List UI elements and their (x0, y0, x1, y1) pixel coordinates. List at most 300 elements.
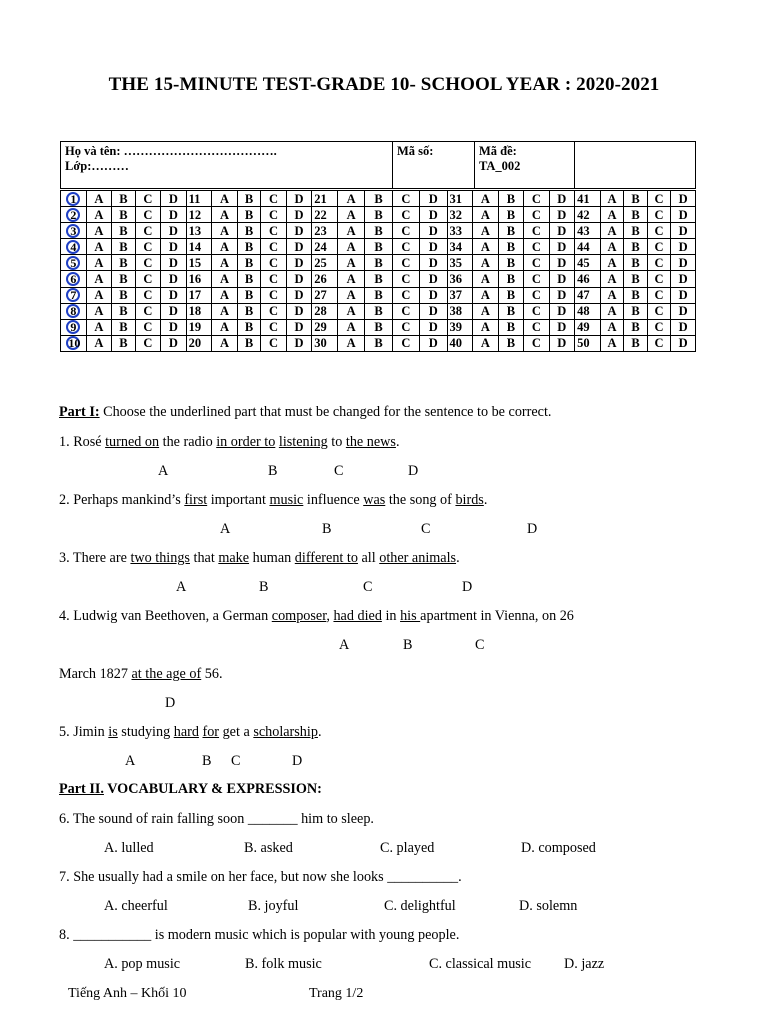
answer-option-a[interactable]: A (86, 287, 111, 303)
answer-option-d[interactable]: D (420, 287, 447, 303)
student-id-label: Mã số: (397, 144, 434, 158)
answer-option-a[interactable]: A (337, 303, 364, 319)
answer-option-d[interactable]: D (549, 319, 574, 335)
answer-option-d[interactable]: D (671, 223, 696, 239)
answer-option-c[interactable]: C (135, 239, 160, 255)
answer-option-b[interactable]: B (237, 303, 261, 319)
answer-option-a[interactable]: A (473, 191, 498, 207)
q3-underline-a: two things (130, 550, 190, 566)
answer-option-a[interactable]: A (86, 239, 111, 255)
q2-letter-a: A (220, 521, 231, 537)
answer-option-c[interactable]: C (392, 255, 419, 271)
answer-option-c[interactable]: C (647, 223, 671, 239)
answer-option-c[interactable]: C (524, 239, 549, 255)
question-number-cell: 33 (447, 223, 473, 239)
answer-option-b[interactable]: B (112, 223, 136, 239)
question-number-cell (61, 255, 87, 271)
answer-option-c[interactable]: C (647, 319, 671, 335)
answer-option-c[interactable]: C (524, 255, 549, 271)
answer-row (61, 191, 696, 207)
answer-option-c[interactable]: C (524, 335, 549, 351)
q5-text: get a (219, 724, 254, 740)
test-code-cell (475, 142, 575, 189)
answer-option-a[interactable]: A (212, 207, 237, 223)
answer-option-d[interactable]: D (420, 335, 447, 351)
answer-option-b[interactable]: B (237, 207, 261, 223)
answer-option-c[interactable]: C (524, 191, 549, 207)
answer-option-a[interactable]: A (473, 303, 498, 319)
answer-option-d[interactable]: D (671, 271, 696, 287)
answer-option-d[interactable]: D (420, 223, 447, 239)
answer-option-c[interactable]: C (524, 319, 549, 335)
answer-option-d[interactable]: D (671, 303, 696, 319)
answer-option-b[interactable]: B (498, 271, 523, 287)
answer-option-a[interactable]: A (600, 239, 624, 255)
answer-option-c[interactable]: C (647, 207, 671, 223)
answer-option-d[interactable]: D (420, 207, 447, 223)
answer-option-d[interactable]: D (286, 239, 311, 255)
q4-letter-a: A (339, 637, 350, 653)
answer-option-a[interactable]: A (212, 303, 237, 319)
answer-option-a[interactable]: A (473, 207, 498, 223)
q4-text: 4. Ludwig van Beethoven, a German (59, 608, 272, 624)
answer-option-c[interactable]: C (135, 287, 160, 303)
question-number-cell (61, 191, 87, 207)
answer-option-b[interactable]: B (624, 335, 648, 351)
answer-option-b[interactable]: B (498, 207, 523, 223)
answer-option-a[interactable]: A (337, 239, 364, 255)
answer-option-d[interactable]: D (161, 319, 186, 335)
q2-letter-c: C (421, 521, 431, 537)
question-8: 8. ___________ is modern music which is popular with young people. (59, 927, 460, 943)
question-number-cell: 25 (312, 255, 338, 271)
answer-option-b[interactable]: B (498, 223, 523, 239)
answer-option-d[interactable]: D (549, 287, 574, 303)
answer-option-c[interactable]: C (261, 335, 286, 351)
answer-option-c[interactable]: C (135, 191, 160, 207)
answer-option-a[interactable]: A (337, 335, 364, 351)
answer-option-c[interactable]: C (647, 287, 671, 303)
answer-option-c[interactable]: C (392, 207, 419, 223)
answer-option-c[interactable]: C (135, 319, 160, 335)
answer-option-a[interactable]: A (86, 223, 111, 239)
answer-option-d[interactable]: D (286, 191, 311, 207)
answer-option-d[interactable]: D (286, 303, 311, 319)
question-number-cell: 16 (186, 271, 212, 287)
q4-text: , (326, 608, 334, 624)
answer-option-a[interactable]: A (337, 207, 364, 223)
answer-option-d[interactable]: D (549, 207, 574, 223)
answer-option-b[interactable]: B (624, 271, 648, 287)
answer-option-d[interactable]: D (161, 287, 186, 303)
question-number-cell: 44 (575, 239, 601, 255)
question-number-cell: 31 (447, 191, 473, 207)
answer-option-a[interactable]: A (86, 255, 111, 271)
answer-option-c[interactable]: C (135, 207, 160, 223)
answer-option-c[interactable]: C (647, 335, 671, 351)
answer-option-d[interactable]: D (161, 223, 186, 239)
answer-option-c[interactable]: C (647, 239, 671, 255)
answer-row (61, 335, 696, 351)
answer-option-b[interactable]: B (498, 255, 523, 271)
part1-instruction: Choose the underlined part that must be changed for the sentence to be correct. (99, 404, 552, 420)
question-number-cell: 37 (447, 287, 473, 303)
q3-text: all (357, 550, 380, 566)
answer-option-d[interactable]: D (549, 239, 574, 255)
answer-option-a[interactable]: A (600, 191, 624, 207)
answer-option-d[interactable]: D (420, 319, 447, 335)
question-4 (59, 608, 574, 625)
question-number-cell (61, 303, 87, 319)
test-code-label: Mã đề: (479, 144, 517, 158)
answer-option-b[interactable]: B (365, 319, 392, 335)
question-number-cell (61, 287, 87, 303)
answer-option-d[interactable]: D (549, 223, 574, 239)
answer-option-a[interactable]: A (212, 255, 237, 271)
answer-option-b[interactable]: B (624, 191, 648, 207)
answer-option-c[interactable]: C (524, 223, 549, 239)
answer-option-b[interactable]: B (498, 303, 523, 319)
answer-option-d[interactable]: D (549, 303, 574, 319)
answer-option-c[interactable]: C (261, 271, 286, 287)
answer-option-d[interactable]: D (420, 239, 447, 255)
answer-option-d[interactable]: D (161, 303, 186, 319)
answer-option-b[interactable]: B (498, 287, 523, 303)
answer-option-a[interactable]: A (337, 287, 364, 303)
answer-option-d[interactable]: D (161, 207, 186, 223)
answer-option-c[interactable]: C (135, 303, 160, 319)
q5-underline-c: for (202, 724, 220, 740)
q2-underline-d: birds (455, 492, 484, 508)
question-number-cell: 34 (447, 239, 473, 255)
answer-option-a[interactable]: A (473, 335, 498, 351)
answer-option-d[interactable]: D (671, 319, 696, 335)
circled-question-number: 5 (66, 256, 80, 270)
circled-question-number: 9 (66, 320, 80, 334)
answer-option-d[interactable]: D (420, 303, 447, 319)
answer-option-d[interactable]: D (420, 255, 447, 271)
answer-option-c[interactable]: C (392, 271, 419, 287)
answer-option-c[interactable]: C (524, 303, 549, 319)
answer-option-c[interactable]: C (524, 271, 549, 287)
question-number-cell (61, 239, 87, 255)
answer-option-d[interactable]: D (161, 239, 186, 255)
answer-option-a[interactable]: A (86, 335, 111, 351)
answer-option-b[interactable]: B (112, 303, 136, 319)
answer-option-b[interactable]: B (112, 207, 136, 223)
answer-option-a[interactable]: A (337, 255, 364, 271)
answer-option-a[interactable]: A (473, 223, 498, 239)
q3-letter-d: D (462, 579, 473, 595)
q5-letter-a: A (125, 753, 136, 769)
q1-letter-d: D (408, 463, 419, 479)
answer-option-b[interactable]: B (365, 255, 392, 271)
answer-option-a[interactable]: A (212, 239, 237, 255)
circled-question-number: 10 (68, 336, 81, 351)
answer-option-b[interactable]: B (112, 287, 136, 303)
answer-option-a[interactable]: A (473, 287, 498, 303)
footer-page-number: Trang 1/2 (309, 986, 364, 1001)
answer-option-a[interactable]: A (337, 271, 364, 287)
answer-option-b[interactable]: B (365, 191, 392, 207)
question-4-line2 (59, 666, 223, 683)
answer-option-a[interactable]: A (473, 239, 498, 255)
question-number-cell: 22 (312, 207, 338, 223)
answer-option-d[interactable]: D (420, 271, 447, 287)
answer-option-a[interactable]: A (600, 223, 624, 239)
answer-option-c[interactable]: C (261, 191, 286, 207)
question-number-cell: 32 (447, 207, 473, 223)
answer-option-d[interactable]: D (286, 255, 311, 271)
q2-underline-b: music (269, 492, 304, 508)
answer-option-c[interactable]: C (392, 335, 419, 351)
answer-option-b[interactable]: B (365, 303, 392, 319)
name-class-cell (61, 142, 393, 189)
q4-letter-d: D (165, 695, 176, 711)
answer-option-a[interactable]: A (86, 319, 111, 335)
student-id-cell (393, 142, 475, 189)
answer-option-c[interactable]: C (135, 255, 160, 271)
answer-option-d[interactable]: D (161, 271, 186, 287)
q3-letter-a: A (176, 579, 187, 595)
answer-option-d[interactable]: D (286, 319, 311, 335)
part2-title: VOCABULARY & EXPRESSION: (103, 781, 322, 797)
answer-option-d[interactable]: D (549, 191, 574, 207)
q1-text: 1. Rosé (59, 434, 106, 450)
answer-option-a[interactable]: A (212, 223, 237, 239)
answer-row (61, 207, 696, 223)
part1-label: Part I: (59, 404, 100, 420)
answer-option-c[interactable]: C (647, 255, 671, 271)
q3-underline-c: different to (294, 550, 358, 566)
question-number-cell: 14 (186, 239, 212, 255)
answer-row (61, 223, 696, 239)
q4-underline-b: had died (333, 608, 382, 624)
blank-cell (575, 142, 696, 189)
answer-option-a[interactable]: A (473, 319, 498, 335)
answer-option-c[interactable]: C (647, 191, 671, 207)
q6-option-a: A. lulled (104, 840, 154, 856)
answer-option-a[interactable]: A (86, 191, 111, 207)
answer-option-a[interactable]: A (600, 287, 624, 303)
answer-option-a[interactable]: A (212, 191, 237, 207)
part2-heading (59, 781, 322, 798)
q8-option-a: A. pop music (104, 956, 181, 972)
answer-option-a[interactable]: A (86, 271, 111, 287)
q5-text: studying (117, 724, 174, 740)
q2-text: the song of (385, 492, 456, 508)
answer-option-b[interactable]: B (237, 239, 261, 255)
q1-underline-d: the news (345, 434, 396, 450)
answer-option-a[interactable]: A (337, 319, 364, 335)
answer-option-b[interactable]: B (365, 239, 392, 255)
answer-option-a[interactable]: A (600, 319, 624, 335)
answer-option-b[interactable]: B (624, 319, 648, 335)
answer-option-c[interactable]: C (392, 303, 419, 319)
answer-option-b[interactable]: B (112, 255, 136, 271)
answer-option-b[interactable]: B (237, 287, 261, 303)
q8-option-d: D. jazz (564, 956, 605, 972)
circled-question-number: 7 (66, 288, 80, 302)
answer-option-d[interactable]: D (549, 255, 574, 271)
q1-underline-b: in order to (216, 434, 276, 450)
q7-option-d: D. solemn (519, 898, 578, 914)
answer-option-c[interactable]: C (261, 239, 286, 255)
answer-option-c[interactable]: C (135, 335, 160, 351)
answer-option-b[interactable]: B (498, 335, 523, 351)
answer-option-c[interactable]: C (261, 319, 286, 335)
question-number-cell: 41 (575, 191, 601, 207)
answer-option-d[interactable]: D (671, 191, 696, 207)
question-number-cell: 13 (186, 223, 212, 239)
answer-option-d[interactable]: D (671, 335, 696, 351)
answer-option-b[interactable]: B (112, 335, 136, 351)
q6-option-d: D. composed (521, 840, 596, 856)
answer-option-c[interactable]: C (392, 287, 419, 303)
answer-option-c[interactable]: C (392, 239, 419, 255)
answer-option-d[interactable]: D (671, 239, 696, 255)
q7-option-c: C. delightful (384, 898, 456, 914)
answer-sheet-grid (60, 190, 696, 352)
answer-option-b[interactable]: B (498, 319, 523, 335)
answer-option-c[interactable]: C (261, 207, 286, 223)
answer-option-d[interactable]: D (549, 335, 574, 351)
q4-letter-c: C (475, 637, 485, 653)
q4-letter-b: B (403, 637, 413, 653)
answer-option-b[interactable]: B (237, 223, 261, 239)
answer-option-b[interactable]: B (498, 191, 523, 207)
part1-heading (59, 404, 551, 421)
question-number-cell: 19 (186, 319, 212, 335)
q5-underline-a: is (108, 724, 118, 740)
answer-option-b[interactable]: B (365, 287, 392, 303)
q2-letter-d: D (527, 521, 538, 537)
answer-option-d[interactable]: D (671, 207, 696, 223)
q5-letter-d: D (292, 753, 303, 769)
answer-option-c[interactable]: C (647, 303, 671, 319)
question-number-cell (61, 319, 87, 335)
question-3 (59, 550, 460, 567)
answer-option-b[interactable]: B (237, 271, 261, 287)
answer-row (61, 303, 696, 319)
answer-option-d[interactable]: D (286, 287, 311, 303)
answer-option-a[interactable]: A (212, 319, 237, 335)
answer-option-d[interactable]: D (161, 255, 186, 271)
answer-option-c[interactable]: C (135, 223, 160, 239)
answer-option-a[interactable]: A (600, 335, 624, 351)
question-number-cell: 49 (575, 319, 601, 335)
answer-option-b[interactable]: B (112, 191, 136, 207)
answer-option-c[interactable]: C (392, 191, 419, 207)
circled-question-number: 8 (66, 304, 80, 318)
question-number-cell: 40 (447, 335, 473, 351)
answer-option-a[interactable]: A (473, 271, 498, 287)
answer-option-c[interactable]: C (392, 223, 419, 239)
question-number-cell: 12 (186, 207, 212, 223)
answer-option-b[interactable]: B (365, 207, 392, 223)
answer-option-a[interactable]: A (337, 223, 364, 239)
q3-underline-b: make (218, 550, 250, 566)
answer-option-b[interactable]: B (624, 255, 648, 271)
q1-underline-c: listening (278, 434, 328, 450)
answer-option-a[interactable]: A (337, 191, 364, 207)
answer-option-b[interactable]: B (237, 335, 261, 351)
question-number-cell: 27 (312, 287, 338, 303)
q4-text: March 1827 (59, 666, 132, 682)
answer-option-b[interactable]: B (237, 191, 261, 207)
answer-option-a[interactable]: A (600, 271, 624, 287)
answer-option-d[interactable]: D (420, 191, 447, 207)
answer-option-b[interactable]: B (624, 303, 648, 319)
answer-option-c[interactable]: C (392, 319, 419, 335)
q4-underline-d: at the age of (131, 666, 202, 682)
answer-option-a[interactable]: A (600, 207, 624, 223)
answer-option-a[interactable]: A (212, 271, 237, 287)
answer-option-c[interactable]: C (261, 223, 286, 239)
answer-option-a[interactable]: A (600, 303, 624, 319)
answer-option-c[interactable]: C (261, 287, 286, 303)
answer-option-d[interactable]: D (286, 207, 311, 223)
question-number-cell: 20 (186, 335, 212, 351)
answer-option-b[interactable]: B (112, 319, 136, 335)
answer-option-b[interactable]: B (237, 255, 261, 271)
answer-option-a[interactable]: A (212, 287, 237, 303)
answer-option-b[interactable]: B (624, 287, 648, 303)
answer-option-c[interactable]: C (524, 207, 549, 223)
answer-option-b[interactable]: B (112, 239, 136, 255)
answer-option-a[interactable]: A (212, 335, 237, 351)
question-number-cell: 23 (312, 223, 338, 239)
circled-question-number: 1 (66, 192, 80, 206)
part2-label: Part II. (59, 781, 104, 797)
answer-option-a[interactable]: A (473, 255, 498, 271)
answer-option-b[interactable]: B (365, 271, 392, 287)
answer-option-a[interactable]: A (86, 303, 111, 319)
answer-option-b[interactable]: B (365, 223, 392, 239)
question-2 (59, 492, 487, 509)
question-number-cell: 17 (186, 287, 212, 303)
answer-option-b[interactable]: B (624, 207, 648, 223)
answer-option-b[interactable]: B (237, 319, 261, 335)
answer-option-c[interactable]: C (135, 271, 160, 287)
question-number-cell: 47 (575, 287, 601, 303)
answer-option-b[interactable]: B (498, 239, 523, 255)
answer-option-b[interactable]: B (624, 223, 648, 239)
answer-option-b[interactable]: B (624, 239, 648, 255)
answer-option-b[interactable]: B (365, 335, 392, 351)
answer-option-d[interactable]: D (161, 335, 186, 351)
answer-option-b[interactable]: B (112, 271, 136, 287)
test-title: THE 15-MINUTE TEST-GRADE 10- SCHOOL YEAR : 2020-2021 (108, 74, 660, 95)
answer-option-c[interactable]: C (261, 255, 286, 271)
answer-option-d[interactable]: D (286, 223, 311, 239)
q1-letter-b: B (268, 463, 278, 479)
answer-option-d[interactable]: D (286, 271, 311, 287)
answer-option-d[interactable]: D (671, 255, 696, 271)
answer-option-c[interactable]: C (261, 303, 286, 319)
answer-option-d[interactable]: D (549, 271, 574, 287)
answer-row (61, 319, 696, 335)
answer-option-a[interactable]: A (600, 255, 624, 271)
answer-option-c[interactable]: C (647, 271, 671, 287)
answer-option-d[interactable]: D (671, 287, 696, 303)
answer-option-a[interactable]: A (86, 207, 111, 223)
answer-option-d[interactable]: D (286, 335, 311, 351)
question-number-cell: 26 (312, 271, 338, 287)
answer-option-c[interactable]: C (524, 287, 549, 303)
answer-option-d[interactable]: D (161, 191, 186, 207)
q2-text: 2. Perhaps mankind’s (59, 492, 185, 508)
